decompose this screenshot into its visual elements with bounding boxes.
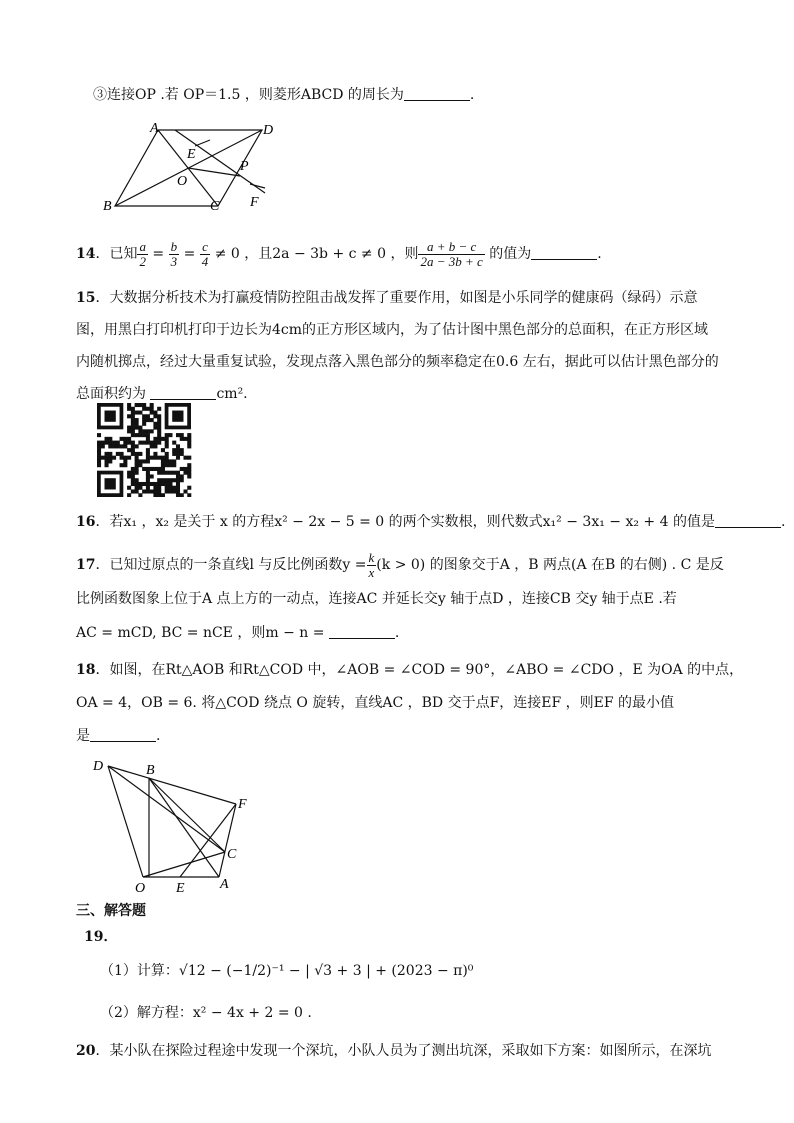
qr-module: [97, 463, 101, 467]
qr-module: [108, 437, 112, 441]
qr-module: [127, 426, 131, 430]
qr-module: [165, 456, 169, 460]
answer-blank: [150, 386, 216, 400]
qr-module: [138, 403, 142, 407]
label-F: F: [250, 195, 259, 210]
qr-module: [120, 437, 124, 441]
qr-module: [101, 441, 105, 445]
qr-module: [157, 422, 161, 426]
qr-module: [135, 452, 139, 456]
qr-module: [97, 433, 101, 437]
qr-module: [168, 463, 172, 467]
qr-module: [138, 493, 142, 497]
qr-module: [127, 471, 131, 475]
qr-module: [157, 437, 161, 441]
qr-module: [153, 441, 157, 445]
qr-module: [150, 407, 154, 411]
qr-module: [168, 471, 172, 475]
qr-module: [187, 444, 191, 448]
qr-module: [146, 448, 150, 452]
qr-module: [165, 471, 169, 475]
qr-module: [146, 418, 150, 422]
qr-module: [153, 493, 157, 497]
qr-module: [101, 456, 105, 460]
label-D: D: [263, 123, 274, 138]
qr-module: [135, 433, 139, 437]
qr-module: [127, 414, 131, 418]
qr-module: [108, 452, 112, 456]
qr-module: [131, 422, 135, 426]
qr-module: [176, 493, 180, 497]
qr-module: [176, 474, 180, 478]
fraction-k-x: $\frac{k}{x}$: [368, 549, 375, 580]
label-O: O: [177, 174, 188, 189]
qr-module: [157, 414, 161, 418]
qr-module: [157, 441, 161, 445]
qr-module: [176, 456, 180, 460]
qr-module: [138, 459, 142, 463]
qr-module: [153, 456, 157, 460]
qr-module: [180, 448, 184, 452]
qr-module: [150, 403, 154, 407]
qr-module: [123, 444, 127, 448]
qr-module: [131, 489, 135, 493]
label-E: E: [176, 881, 185, 896]
qr-module: [180, 474, 184, 478]
label-E: E: [187, 147, 196, 162]
qr-module: [146, 459, 150, 463]
qr-module: [183, 437, 187, 441]
qr-module: [97, 441, 101, 445]
fraction-c-4: $\frac{c}{4}$: [201, 238, 209, 269]
qr-module: [123, 459, 127, 463]
qr-module: [150, 474, 154, 478]
qr-module: [127, 429, 131, 433]
qr-module: [105, 463, 109, 467]
qr-module: [131, 418, 135, 422]
qr-module: [123, 456, 127, 460]
qr-module: [146, 414, 150, 418]
qr-module: [120, 452, 124, 456]
qr-module: [116, 444, 120, 448]
qr-module: [168, 489, 172, 493]
qr-module: [165, 444, 169, 448]
qr-module: [138, 463, 142, 467]
qr-module: [150, 441, 154, 445]
qr-module: [135, 411, 139, 415]
qr-module: [168, 433, 172, 437]
question-16: 16．若x₁ ，x₂ 是关于 x 的方程x² − 2x − 5 = 0 的两个实数根，则代数式x₁² − 3x₁ − x₂ + 4 的值是 .: [76, 514, 786, 530]
qr-module: [146, 489, 150, 493]
qr-module: [138, 429, 142, 433]
qr-module: [146, 456, 150, 460]
qr-module: [187, 433, 191, 437]
qr-module: [187, 463, 191, 467]
qr-module: [123, 437, 127, 441]
qr-module: [157, 471, 161, 475]
qr-module: [105, 441, 109, 445]
qr-module: [183, 471, 187, 475]
qr-module: [142, 418, 146, 422]
triangle-rotation-figure: [88, 752, 260, 896]
qr-module: [176, 486, 180, 490]
qr-module: [150, 411, 154, 415]
fraction-expression: $\frac{a + b - c}{2a - 3b + c}$: [420, 238, 483, 269]
qr-module: [165, 433, 169, 437]
qr-module: [176, 448, 180, 452]
qr-module: [142, 407, 146, 411]
qr-module: [131, 474, 135, 478]
fraction-a-2: $\frac{a}{2}$: [139, 238, 146, 269]
answer-blank: [715, 514, 781, 528]
qr-module: [131, 433, 135, 437]
rhombus-figure: [100, 118, 290, 218]
qr-module: [161, 467, 165, 471]
qr-module: [172, 441, 176, 445]
qr-module: [172, 489, 176, 493]
qr-module: [157, 429, 161, 433]
qr-module: [172, 478, 176, 482]
qr-module: [161, 478, 165, 482]
qr-module: [165, 482, 169, 486]
qr-module: [142, 441, 146, 445]
qr-module: [123, 441, 127, 445]
qr-module: [138, 482, 142, 486]
qr-module: [142, 433, 146, 437]
qr-module: [135, 467, 139, 471]
qr-module: [120, 463, 124, 467]
qr-module: [131, 426, 135, 430]
qr-module: [172, 463, 176, 467]
qr-module: [157, 482, 161, 486]
qr-module: [131, 448, 135, 452]
qr-module: [172, 448, 176, 452]
qr-module: [146, 437, 150, 441]
qr-module: [176, 433, 180, 437]
qr-module: [138, 486, 142, 490]
qr-module: [153, 452, 157, 456]
qr-module: [97, 444, 101, 448]
qr-module: [108, 456, 112, 460]
qr-module: [176, 452, 180, 456]
qr-module: [176, 471, 180, 475]
qr-module: [142, 482, 146, 486]
qr-module: [127, 474, 131, 478]
qr-module: [180, 452, 184, 456]
qr-module: [127, 456, 131, 460]
qr-module: [135, 426, 139, 430]
qr-module: [157, 489, 161, 493]
qr-module: [135, 463, 139, 467]
qr-module: [161, 456, 165, 460]
qr-module: [176, 482, 180, 486]
qr-module: [120, 456, 124, 460]
label-P: P: [240, 159, 249, 174]
qr-module: [168, 482, 172, 486]
qr-module: [108, 459, 112, 463]
qr-module: [153, 414, 157, 418]
qr-module: [142, 414, 146, 418]
qr-module: [168, 459, 172, 463]
label-D: D: [93, 759, 104, 774]
qr-module: [157, 478, 161, 482]
qr-module: [150, 482, 154, 486]
qr-module: [138, 441, 142, 445]
qr-module: [97, 456, 101, 460]
qr-module: [165, 486, 169, 490]
qr-module: [161, 437, 165, 441]
qr-module: [157, 407, 161, 411]
qr-module: [127, 493, 131, 497]
label-B: B: [146, 763, 155, 778]
qr-module: [131, 407, 135, 411]
qr-module: [157, 426, 161, 430]
qr-module: [176, 444, 180, 448]
qr-module: [138, 452, 142, 456]
qr-module: [101, 444, 105, 448]
circled-marker: ③: [93, 87, 107, 103]
qr-module: [135, 471, 139, 475]
qr-module: [153, 426, 157, 430]
qr-module: [176, 478, 180, 482]
qr-module: [161, 471, 165, 475]
qr-module: [153, 444, 157, 448]
question-18: 18．如图，在Rt△AOB 和Rt△COD 中，∠AOB = ∠COD = 90°，∠ABO = ∠CDO ，E 为OA 的中点， OA = 4，OB = 6. 将△COD 绕点 O 旋转，直线AC ，BD 交于点F，连接EF ，则EF 的最小值 是 .: [76, 662, 744, 744]
qr-module: [105, 437, 109, 441]
qr-module: [138, 433, 142, 437]
qr-module: [108, 441, 112, 445]
qr-module: [187, 471, 191, 475]
qr-module: [172, 459, 176, 463]
qr-module: [168, 486, 172, 490]
question-19-part2: （2）解方程：x² − 4x + 2 = 0 .: [100, 1005, 312, 1021]
qr-module: [157, 433, 161, 437]
qr-module: [105, 452, 109, 456]
qr-module: [146, 433, 150, 437]
qr-module: [161, 482, 165, 486]
qr-module: [153, 489, 157, 493]
qr-module: [180, 437, 184, 441]
section-heading: 三、解答题: [76, 903, 146, 919]
label-B: B: [103, 199, 112, 214]
qr-module: [142, 403, 146, 407]
qr-module: [165, 478, 169, 482]
question-20: 20．某小队在探险过程途中发现一个深坑，小队人员为了测出坑深，采取如下方案：如图所示，在深坑: [76, 1043, 712, 1059]
qr-module: [105, 459, 109, 463]
qr-module: [138, 426, 142, 430]
qr-module: [187, 467, 191, 471]
qr-module: [142, 459, 146, 463]
qr-module: [172, 411, 183, 422]
qr-module: [161, 459, 165, 463]
qr-module: [127, 403, 131, 407]
qr-module: [135, 459, 139, 463]
qr-module: [187, 441, 191, 445]
qr-module: [131, 414, 135, 418]
qr-module: [157, 418, 161, 422]
qr-module: [146, 441, 150, 445]
qr-module: [127, 486, 131, 490]
qr-module: [165, 489, 169, 493]
qr-module: [146, 486, 150, 490]
qr-module: [153, 422, 157, 426]
qr-module: [112, 444, 116, 448]
qr-module: [135, 486, 139, 490]
qr-module: [105, 478, 116, 489]
qr-module: [112, 441, 116, 445]
qr-module: [183, 456, 187, 460]
fraction-b-3: $\frac{b}{3}$: [170, 238, 178, 269]
qr-module: [135, 478, 139, 482]
qr-module: [150, 429, 154, 433]
label-A: A: [150, 121, 159, 136]
qr-module: [183, 467, 187, 471]
qr-module: [165, 437, 169, 441]
qr-module: [187, 437, 191, 441]
qr-module: [146, 471, 150, 475]
qr-module: [183, 489, 187, 493]
qr-module: [150, 418, 154, 422]
qr-module: [97, 448, 101, 452]
qr-module: [187, 456, 191, 460]
qr-module: [157, 493, 161, 497]
qr-module: [150, 444, 154, 448]
qr-module: [127, 448, 131, 452]
label-F: F: [238, 797, 247, 812]
qr-module: [131, 441, 135, 445]
question-17: 17．已知过原点的一条直线l 与反比例函数y = $\frac{k}{x}$ (k > 0) 的图象交于A ，B 两点(A 在B 的右侧) . C 是反 比例函数图象上位于A 点上方的一动点，连接AC 并延长交y 轴于点D ，连接CB 交y 轴于点E .若 AC = mCD, BC = nCE ，则m − n = .: [76, 549, 724, 641]
qr-module: [180, 433, 184, 437]
qr-module: [135, 489, 139, 493]
label-O: O: [135, 881, 146, 896]
qr-module: [131, 444, 135, 448]
qr-module: [135, 418, 139, 422]
qr-module: [180, 493, 184, 497]
qr-module: [153, 437, 157, 441]
qr-module: [142, 489, 146, 493]
qr-module: [135, 422, 139, 426]
qr-module: [153, 467, 157, 471]
qr-module: [165, 441, 169, 445]
qr-module: [127, 407, 131, 411]
qr-module: [116, 441, 120, 445]
qr-module: [165, 463, 169, 467]
qr-module: [146, 474, 150, 478]
qr-module: [161, 448, 165, 452]
qr-module: [180, 478, 184, 482]
qr-module: [150, 489, 154, 493]
qr-module: [97, 452, 101, 456]
qr-module: [187, 486, 191, 490]
qr-module: [165, 452, 169, 456]
qr-module: [153, 411, 157, 415]
qr-module: [157, 456, 161, 460]
question-19-number: 19．: [84, 929, 118, 945]
qr-module: [150, 467, 154, 471]
qr-module: [161, 493, 165, 497]
qr-module: [157, 467, 161, 471]
question-15: 15．大数据分析技术为打赢疫情防控阻击战发挥了重要作用，如图是小乐同学的健康码（绿码）示意 图，用黑白打印机打印于边长为4cm的正方形区域内，为了估计图中黑色部分的总面积，在正方形区域 内随机掷点，经过大量重复试验，发现点落入黑色部分的频率稳定在0.6 左右，据此可以估计黑色部分的 总面积约为 cm².: [76, 290, 719, 402]
q13-tail: ③连接OP .若 OP＝1.5 ，则菱形ABCD 的周长为 .: [93, 87, 475, 103]
qr-module: [135, 456, 139, 460]
qr-module: [150, 456, 154, 460]
qr-module: [165, 459, 169, 463]
question-19-part1: （1）计算：√12 − (−1/2)⁻¹ − | √3 + 3 | + (2023 − π)⁰: [100, 963, 474, 979]
qr-code-image: [97, 403, 193, 497]
label-C: C: [210, 199, 220, 214]
qr-module: [105, 411, 116, 422]
qr-module: [131, 467, 135, 471]
question-14: 14．已知 $\frac{a}{2}$ = $\frac{b}{3}$ = $\frac{c}{4}$ ≠ 0 ，且2a − 3b + c ≠ 0 ，则 $\frac{a + b - c}{2a - 3b + c}$ 的值为 .: [76, 238, 602, 269]
qr-module: [157, 486, 161, 490]
qr-module: [138, 411, 142, 415]
label-C: C: [227, 847, 237, 862]
qr-module: [120, 444, 124, 448]
qr-module: [172, 471, 176, 475]
qr-module: [105, 456, 109, 460]
qr-module: [131, 471, 135, 475]
qr-module: [131, 411, 135, 415]
qr-module: [146, 407, 150, 411]
qr-module: [187, 493, 191, 497]
answer-blank: [329, 625, 395, 639]
qr-module: [168, 478, 172, 482]
qr-module: [135, 444, 139, 448]
qr-module: [108, 444, 112, 448]
label-A: A: [220, 877, 229, 892]
qr-module: [142, 429, 146, 433]
qr-module: [131, 429, 135, 433]
qr-module: [135, 482, 139, 486]
qr-module: [172, 452, 176, 456]
qr-module: [142, 422, 146, 426]
qr-module: [146, 482, 150, 486]
answer-blank: [90, 728, 156, 742]
qr-module: [97, 459, 101, 463]
qr-module: [123, 463, 127, 467]
answer-blank: [531, 246, 597, 260]
qr-module: [112, 456, 116, 460]
qr-module: [187, 474, 191, 478]
qr-module: [131, 452, 135, 456]
qr-module: [146, 429, 150, 433]
qr-module: [127, 441, 131, 445]
qr-module: [146, 452, 150, 456]
qr-module: [131, 478, 135, 482]
q13-text: 连接OP .若 OP＝1.5 ，则菱形ABCD 的周长为: [107, 87, 404, 103]
qr-module: [161, 463, 165, 467]
qr-module: [176, 489, 180, 493]
qr-module: [146, 467, 150, 471]
qr-module: [135, 403, 139, 407]
answer-blank: [404, 87, 470, 101]
qr-module: [131, 482, 135, 486]
qr-module: [116, 452, 120, 456]
qr-module: [180, 467, 184, 471]
qr-module: [142, 467, 146, 471]
qr-module: [146, 478, 150, 482]
qr-module: [153, 482, 157, 486]
qr-module: [127, 437, 131, 441]
qr-module: [153, 486, 157, 490]
qr-module: [172, 486, 176, 490]
